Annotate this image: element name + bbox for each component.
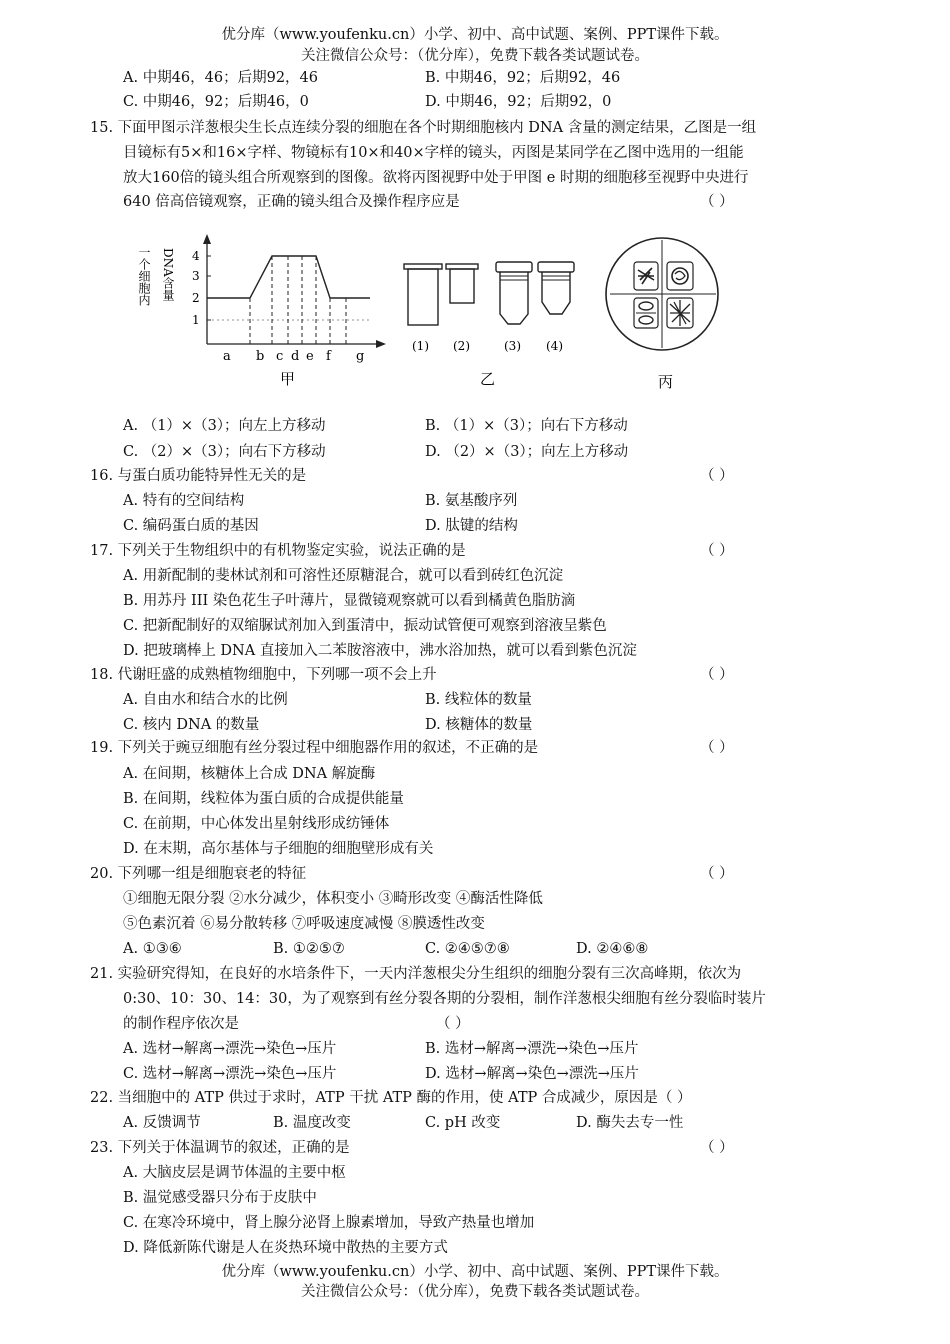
q18-stem: 18. 代谢旺盛的成熟植物细胞中，下列哪一项不会上升 — [90, 667, 437, 683]
q19-option-c: C. 在前期，中心体发出星射线形成纺锤体 — [123, 816, 390, 832]
q15-stem-line-2: 目镜标有5×和16×字样、物镜标有10×和40×字样的镜头，丙图是某同学在乙图中选用的一组能 — [123, 145, 744, 161]
figure-jia — [137, 234, 386, 388]
q23-option-b: B. 温觉感受器只分布于皮肤中 — [123, 1190, 317, 1206]
q17-option-b: B. 用苏丹 III 染色花生子叶薄片，显微镜观察就可以看到橘黄色脂肪滴 — [123, 593, 576, 609]
jia-xtick-f: f — [326, 349, 331, 364]
lens-3-objective — [496, 262, 532, 324]
q19-stem: 19. 下列关于豌豆细胞有丝分裂过程中细胞器作用的叙述，不正确的是 — [90, 740, 539, 756]
q17-stem: 17. 下列关于生物组织中的有机物鉴定实验，说法正确的是 — [90, 543, 466, 559]
q15-answer-blank: （ ） — [700, 194, 734, 210]
q16-option-a: A. 特有的空间结构 — [123, 493, 245, 509]
q14-option-c: C. 中期46，92；后期46，0 — [123, 94, 309, 110]
q21-answer-blank: （ ） — [436, 1016, 470, 1032]
yi-label-3: (3) — [504, 339, 521, 353]
q23-answer-blank: （ ） — [700, 1140, 734, 1156]
q20-option-d: D. ②④⑥⑧ — [576, 941, 649, 957]
q21-stem-line-3: 的制作程序依次是 — [123, 1016, 239, 1032]
q15-stem-line-3: 放大160倍的镜头组合所观察到的图像。欲将丙图视野中处于甲图 e 时期的细胞移至视野中央进行 — [123, 170, 749, 186]
q21-stem-line-1: 21. 实验研究得知，在良好的水培条件下，一天内洋葱根尖分生组织的细胞分裂有三次高峰期，依次为 — [90, 966, 742, 982]
q14-option-b: B. 中期46，92；后期92，46 — [425, 70, 621, 86]
q19-option-a: A. 在间期，核糖体上合成 DNA 解旋酶 — [123, 766, 376, 782]
yi-caption: 乙 — [480, 370, 496, 388]
q21-stem-line-2: 0:30、10：30、14：30，为了观察到有丝分裂各期的分裂相，制作洋葱根尖细胞有丝分裂临时装片 — [123, 991, 766, 1007]
q15-option-b: B. （1）×（3）；向右下方移动 — [425, 418, 628, 434]
q22-option-a: A. 反馈调节 — [123, 1115, 201, 1131]
jia-xtick-g: g — [356, 349, 365, 364]
q20-option-c: C. ②④⑤⑦⑧ — [425, 941, 510, 957]
q18-answer-blank: （ ） — [700, 667, 734, 683]
q16-option-c: C. 编码蛋白质的基因 — [123, 518, 259, 534]
jia-xtick-d: d — [291, 349, 300, 364]
q20-stem: 20. 下列哪一组是细胞衰老的特征 — [90, 866, 307, 882]
q14-option-d: D. 中期46，92；后期92，0 — [425, 94, 612, 110]
q23-option-a: A. 大脑皮层是调节体温的主要中枢 — [123, 1165, 346, 1181]
q19-answer-blank: （ ） — [700, 740, 734, 756]
yi-label-2: (2) — [453, 339, 470, 353]
q15-option-c: C. （2）×（3）；向右下方移动 — [123, 444, 326, 460]
q21-option-c: C. 选材→解离→漂洗→染色→压片 — [123, 1066, 337, 1082]
q17-option-a: A. 用新配制的斐林试剂和可溶性还原糖混合，就可以看到砖红色沉淀 — [123, 568, 564, 584]
bing-cell-bottom-left — [634, 298, 658, 328]
q22-option-b: B. 温度改变 — [273, 1115, 351, 1131]
jia-ytick-1: 1 — [192, 313, 200, 327]
bing-cell-top-right — [667, 262, 693, 290]
jia-xtick-b: b — [256, 349, 265, 364]
q15-option-d: D. （2）×（3）；向左上方移动 — [425, 444, 629, 460]
jia-xtick-e: e — [306, 349, 314, 364]
q16-option-d: D. 肽键的结构 — [425, 518, 518, 534]
jia-ytick-2: 2 — [192, 291, 200, 305]
q18-option-c: C. 核内 DNA 的数量 — [123, 717, 260, 733]
q18-option-b: B. 线粒体的数量 — [425, 692, 532, 708]
figure-yi — [404, 262, 574, 388]
q17-option-d: D. 把玻璃棒上 DNA 直接加入二苯胺溶液中，沸水浴加热，就可以看到紫色沉淀 — [123, 643, 637, 659]
q20-option-a: A. ①③⑥ — [123, 941, 182, 957]
q20-option-b: B. ①②⑤⑦ — [273, 941, 345, 957]
q18-option-d: D. 核糖体的数量 — [425, 717, 533, 733]
q17-option-c: C. 把新配制好的双缩脲试剂加入到蛋清中，振动试管便可观察到溶液呈紫色 — [123, 618, 607, 634]
jia-ytick-3: 3 — [192, 269, 200, 283]
q21-option-d: D. 选材→解离→染色→漂洗→压片 — [425, 1066, 639, 1082]
jia-ylabel-2: DNA含量 — [161, 248, 175, 301]
jia-ytick-4: 4 — [192, 249, 200, 263]
q22-stem: 22. 当细胞中的 ATP 供过于求时，ATP 干扰 ATP 酶的作用，使 ATP 合成减少，原因是（ ） — [90, 1090, 692, 1106]
header-line-1: 优分库（www.youfenku.cn）小学、初中、高中试题、案例、PPT课件下载。 — [221, 27, 729, 43]
q19-option-d: D. 在末期，高尔基体与子细胞的细胞壁形成有关 — [123, 841, 434, 857]
q19-option-b: B. 在间期，线粒体为蛋白质的合成提供能量 — [123, 791, 404, 807]
q16-stem: 16. 与蛋白质功能特异性无关的是 — [90, 468, 307, 484]
bing-cell-top-left — [634, 262, 658, 290]
q23-stem: 23. 下列关于体温调节的叙述，正确的是 — [90, 1140, 350, 1156]
lens-4-objective — [538, 262, 574, 314]
q20-items-line-1: ①细胞无限分裂 ②水分减少，体积变小 ③畸形改变 ④酶活性降低 — [123, 891, 543, 907]
q20-answer-blank: （ ） — [700, 866, 734, 882]
q22-option-c: C. pH 改变 — [425, 1115, 501, 1131]
yi-label-4: (4) — [546, 339, 563, 353]
footer-line-2: 关注微信公众号：（优分库），免费下载各类试题试卷。 — [301, 1284, 649, 1300]
q23-option-c: C. 在寒冷环境中，肾上腺分泌肾上腺素增加，导致产热量也增加 — [123, 1215, 535, 1231]
yi-label-1: (1) — [412, 339, 429, 353]
jia-caption: 甲 — [280, 370, 296, 388]
q21-option-b: B. 选材→解离→漂洗→染色→压片 — [425, 1041, 639, 1057]
q15-stem-line-1: 15. 下面甲图示洋葱根尖生长点连续分裂的细胞在各个时期细胞核内 DNA 含量的测定结果，乙图是一组 — [90, 120, 757, 136]
lens-1-eyepiece — [404, 264, 442, 325]
figure-bing — [606, 238, 718, 391]
jia-xtick-a: a — [223, 349, 231, 364]
jia-ylabel-1: 一个细胞内 — [137, 246, 151, 306]
q15-figure — [130, 232, 750, 402]
jia-xtick-c: c — [276, 349, 284, 364]
header-line-2: 关注微信公众号：（优分库），免费下载各类试题试卷。 — [301, 48, 649, 64]
q18-option-a: A. 自由水和结合水的比例 — [123, 692, 288, 708]
q23-option-d: D. 降低新陈代谢是人在炎热环境中散热的主要方式 — [123, 1240, 448, 1256]
q16-option-b: B. 氨基酸序列 — [425, 493, 518, 509]
q22-option-d: D. 酶失去专一性 — [576, 1115, 684, 1131]
q15-stem-line-4: 640 倍高倍镜观察，正确的镜头组合及操作程序应是 — [123, 194, 460, 210]
bing-caption: 丙 — [658, 373, 674, 391]
footer-line-1: 优分库（www.youfenku.cn）小学、初中、高中试题、案例、PPT课件下载。 — [221, 1264, 729, 1280]
q14-option-a: A. 中期46，46；后期92，46 — [123, 70, 318, 86]
q20-items-line-2: ⑤色素沉着 ⑥易分散转移 ⑦呼吸速度减慢 ⑧膜透性改变 — [123, 916, 485, 932]
q16-answer-blank: （ ） — [700, 468, 734, 484]
lens-2-eyepiece — [446, 264, 478, 303]
q15-option-a: A. （1）×（3）；向左上方移动 — [123, 418, 326, 434]
q21-option-a: A. 选材→解离→漂洗→染色→压片 — [123, 1041, 337, 1057]
q17-answer-blank: （ ） — [700, 543, 734, 559]
bing-cell-bottom-right — [667, 298, 693, 328]
